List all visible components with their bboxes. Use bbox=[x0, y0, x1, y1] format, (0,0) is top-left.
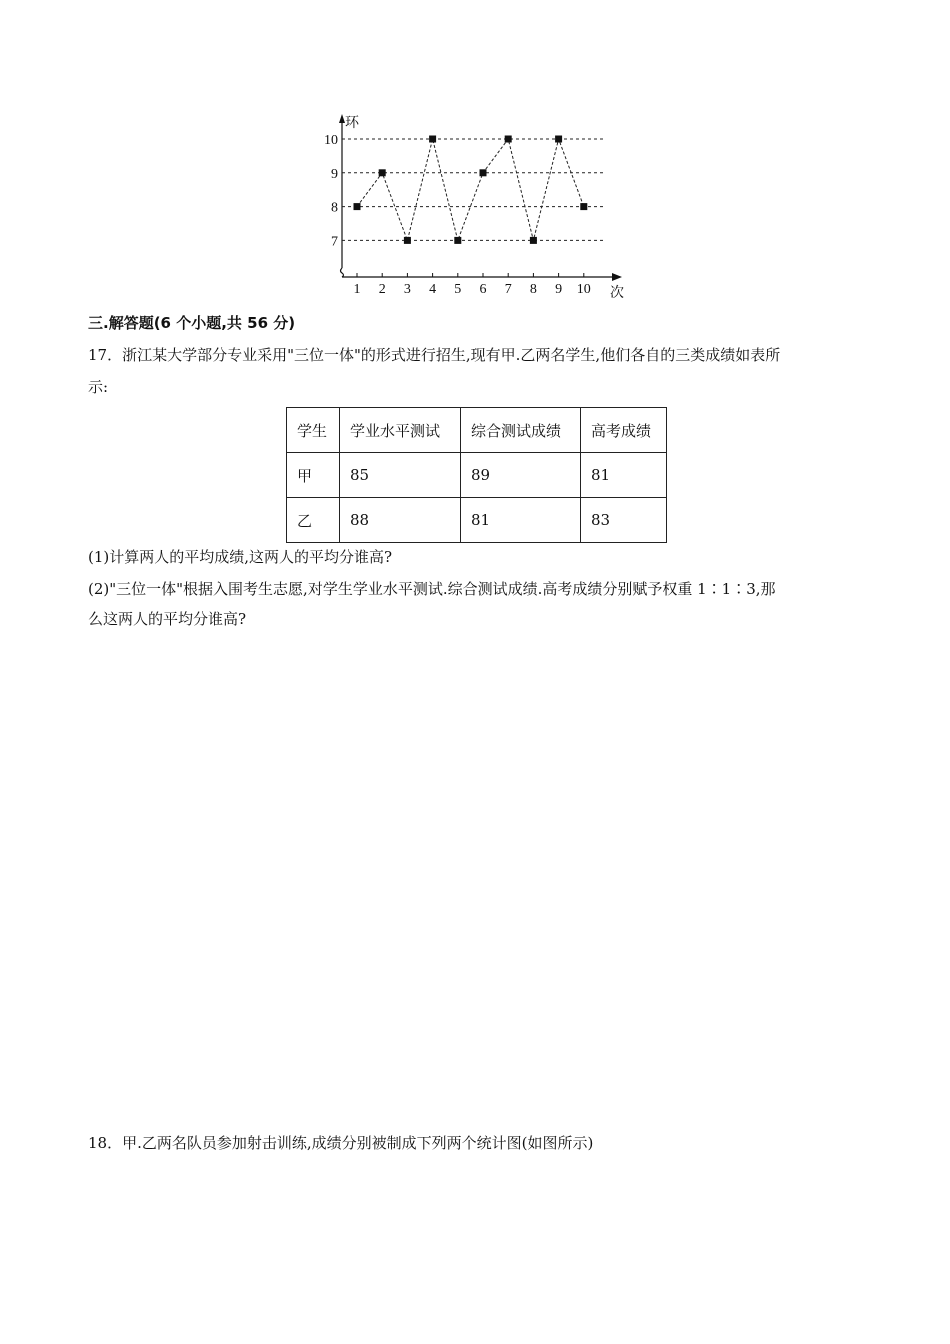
x-tick-label-6: 6 bbox=[479, 282, 487, 297]
table-cell: 88 bbox=[340, 498, 461, 543]
data-point-4 bbox=[429, 136, 436, 143]
table-row bbox=[287, 453, 667, 498]
data-point-7 bbox=[505, 136, 512, 143]
table-row bbox=[287, 498, 667, 543]
table-cell: 89 bbox=[461, 453, 581, 498]
data-point-9 bbox=[555, 136, 562, 143]
y-tick-label-8: 8 bbox=[331, 200, 338, 216]
y-axis-label: 环 bbox=[345, 116, 359, 131]
series-line bbox=[357, 139, 584, 240]
question-17-part-1: (1)计算两人的平均成绩,这两人的平均分谁高? bbox=[88, 548, 393, 566]
table-header-row bbox=[287, 408, 667, 453]
data-point-2 bbox=[379, 169, 386, 176]
question-17-part-2: (2)"三位一体"根据入围考生志愿,对学生学业水平测试.综合测试成绩.高考成绩分别赋予权重 1∶1∶3,那 bbox=[88, 580, 776, 598]
shooting-score-line-chart bbox=[300, 108, 650, 303]
header-student: 学生 bbox=[287, 408, 340, 453]
x-tick-label-4: 4 bbox=[429, 282, 437, 297]
question-17-text-continued: 示: bbox=[88, 378, 109, 396]
x-tick-label-8: 8 bbox=[529, 282, 537, 297]
data-point-8 bbox=[530, 237, 537, 244]
table-cell: 甲 bbox=[287, 453, 340, 498]
data-point-6 bbox=[480, 169, 487, 176]
x-tick-label-1: 1 bbox=[353, 282, 361, 297]
data-point-5 bbox=[454, 237, 461, 244]
question-17-text: 17．浙江某大学部分专业采用"三位一体"的形式进行招生,现有甲.乙两名学生,他们各自的三类成绩如表所 bbox=[88, 346, 781, 364]
question-17-part-2-continued: 么这两人的平均分谁高? bbox=[88, 610, 247, 628]
table-cell: 乙 bbox=[287, 498, 340, 543]
header-gaokao: 高考成绩 bbox=[581, 408, 667, 453]
x-axis-arrow bbox=[612, 273, 622, 281]
x-tick-label-5: 5 bbox=[454, 282, 462, 297]
x-tick-label-7: 7 bbox=[504, 282, 512, 297]
x-tick-label-10: 10 bbox=[576, 282, 591, 297]
table-cell: 81 bbox=[581, 453, 667, 498]
header-academic-test: 学业水平测试 bbox=[340, 408, 461, 453]
x-tick-label-3: 3 bbox=[403, 282, 411, 297]
table-cell: 85 bbox=[340, 453, 461, 498]
y-tick-label-7: 7 bbox=[331, 234, 338, 250]
score-table bbox=[286, 407, 667, 543]
x-axis-label: 次 bbox=[610, 286, 624, 301]
question-18-text: 18．甲.乙两名队员参加射击训练,成绩分别被制成下列两个统计图(如图所示) bbox=[88, 1134, 594, 1152]
x-tick-label-9: 9 bbox=[555, 282, 563, 297]
y-axis-break bbox=[341, 268, 344, 277]
data-point-3 bbox=[404, 237, 411, 244]
data-point-1 bbox=[354, 203, 361, 210]
section-heading: 三.解答题(6 个小题,共 56 分) bbox=[88, 314, 296, 332]
y-tick-label-10: 10 bbox=[324, 133, 338, 148]
x-tick-label-2: 2 bbox=[378, 282, 386, 297]
table-cell: 83 bbox=[581, 498, 667, 543]
data-point-10 bbox=[580, 203, 587, 210]
header-comprehensive-test: 综合测试成绩 bbox=[461, 408, 581, 453]
table-cell: 81 bbox=[461, 498, 581, 543]
y-tick-label-9: 9 bbox=[331, 166, 338, 182]
